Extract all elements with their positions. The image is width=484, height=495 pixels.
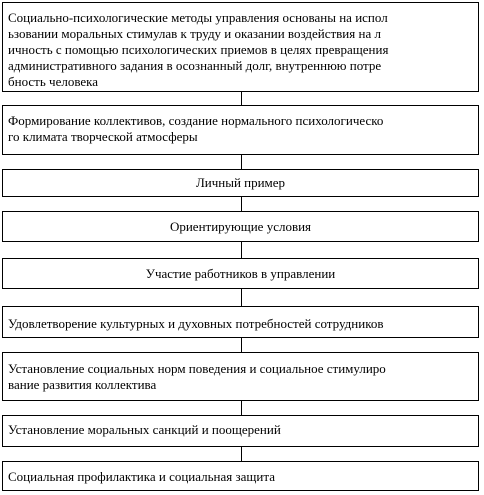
box-text-line: Личный пример xyxy=(195,175,286,190)
box-text-line: Социально-психологические методы управления основаны на испол xyxy=(8,10,388,25)
connector-line xyxy=(241,197,242,211)
box-text-line: Установление социальных норм поведения и социальное стимулиро xyxy=(8,361,386,376)
box-team-formation xyxy=(2,105,479,155)
box-text-line: ьзовании моральных стимулав к труду и оказании воздействия на л xyxy=(8,26,381,41)
box-social-norms xyxy=(2,352,479,401)
box-text-line: Формирование коллективов, создание нормального психологическо xyxy=(8,113,384,128)
box-text-line: Удовлетворение культурных и духовных потребностей сотрудников xyxy=(8,316,384,331)
box-text-line: бность человека xyxy=(8,74,99,89)
connector-line xyxy=(241,92,242,105)
box-text-line: Социальная профилактика и социальная защита xyxy=(8,469,275,484)
box-text-line: Установление моральных санкций и поощерений xyxy=(8,422,281,437)
box-text-line: административного задания в осознанный долг, внутреннюю потре xyxy=(8,58,382,73)
box-text-line: Участие работников в управлении xyxy=(145,266,336,281)
box-cultural-needs xyxy=(2,306,479,338)
box-text-line: ичность с помощью психологических приемов в целях превращения xyxy=(8,42,389,57)
box-orienting-conditions xyxy=(2,211,479,242)
connector-line xyxy=(241,338,242,352)
box-text-line: Ориентирующие условия xyxy=(169,219,312,234)
box-personal-example xyxy=(2,169,479,197)
connector-line xyxy=(241,289,242,306)
connector-line xyxy=(241,447,242,461)
box-moral-sanctions xyxy=(2,415,479,447)
box-text-line: го климата творческой атмосферы xyxy=(8,129,198,144)
connector-line xyxy=(241,155,242,169)
box-social-protection xyxy=(2,461,479,491)
box-text-line: вание развития коллектива xyxy=(8,377,157,392)
connector-line xyxy=(241,242,242,258)
box-main-definition xyxy=(2,2,479,92)
connector-line xyxy=(241,401,242,415)
box-employee-participation xyxy=(2,258,479,289)
